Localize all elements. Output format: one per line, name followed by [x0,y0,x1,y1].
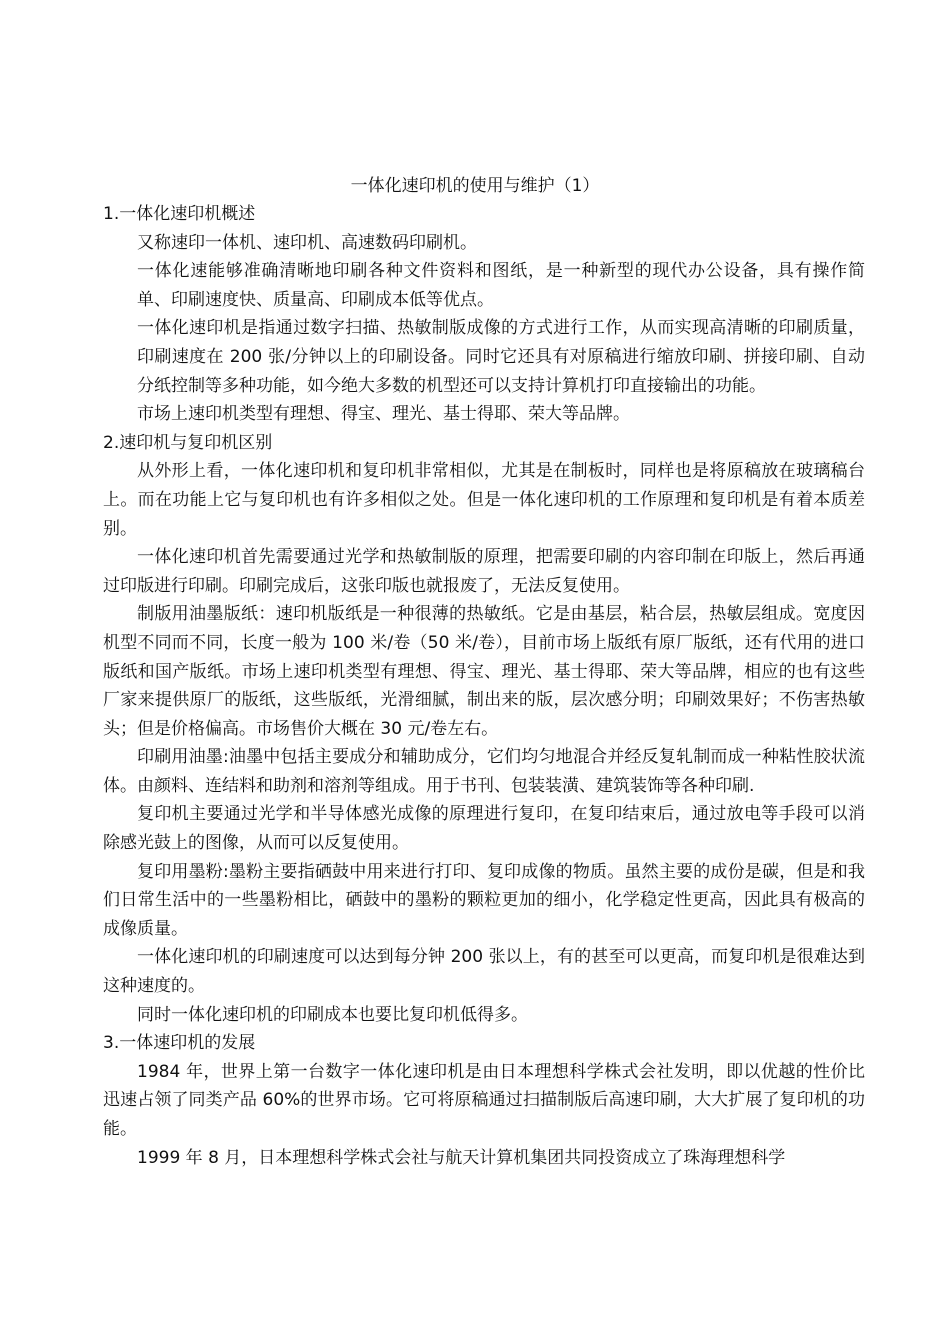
paragraph: 1999 年 8 月，日本理想科学株式会社与航天计算机集团共同投资成立了珠海理想科学 [137,1147,786,1168]
paragraph: 印刷用油墨:油墨中包括主要成分和辅助成分，它们均匀地混合并经反复轧制而成一种粘性胶状流体。由颜料、连结料和助剂和溶剂等组成。用于书刊、包装装潢、建筑装饰等各种印刷. [103,747,865,796]
document-body [103,200,865,1172]
document-title: 一体化速印机的使用与维护（1） [350,176,600,196]
paragraph: 1984 年，世界上第一台数字一体化速印机是由日本理想科学株式会社发明，即以优越的性价比迅速占领了同类产品 60%的世界市场。它可将原稿通过扫描制版后高速印刷，大大扩展了复印机的功能。 [103,1061,865,1139]
paragraph: 市场上速印机类型有理想、得宝、理光、基士得耶、荣大等品牌。 [137,404,630,425]
section-1-block [103,229,865,429]
paragraph: 同时一体化速印机的印刷成本也要比复印机低得多。 [137,1004,528,1025]
paragraph: 从外形上看，一体化速印机和复印机非常相似，尤其是在制板时，同样也是将原稿放在玻璃稿台上。而在功能上它与复印机也有许多相似之处。但是一体化速印机的工作原理和复印机是有着本质差别。 [103,461,865,539]
paragraph: 又称速印一体机、速印机、高速数码印刷机。 [137,232,477,253]
paragraph: 一体化速印机是指通过数字扫描、热敏制版成像的方式进行工作，从而实现高清晰的印刷质量，印刷速度在 200 张/分钟以上的印刷设备。同时它还具有对原稿进行缩放印刷、拼接印刷、自动分纸控制等多种功能，如今绝大多数的机型还可以支持计算机打印直接输出的功能。 [137,318,865,396]
paragraph: 一体化速印机的印刷速度可以达到每分钟 200 张以上，有的甚至可以更高，而复印机是很难达到这种速度的。 [103,947,865,997]
section-heading: 2.速印机与复印机区别 [103,432,273,453]
section-heading: 3.一体速印机的发展 [103,1033,256,1054]
paragraph: 一体化速印机首先需要通过光学和热敏制版的原理，把需要印刷的内容印制在印版上，然后再通过印版进行印刷。印刷完成后，这张印版也就报废了，无法反复使用。 [103,547,865,596]
paragraph: 制版用油墨版纸：速印机版纸是一种很薄的热敏纸。它是由基层，粘合层，热敏层组成。宽度因机型不同而不同，长度一般为 100 米/卷（50 米/卷），目前市场上版纸有原厂版纸，还有代用的进口版纸和国产版纸。市场上速印机类型有理想、得宝、理光、基士得耶、荣大等品牌，相应的也有这些厂家来提供原厂的版纸，这些版纸，光滑细腻，制出来的版，层次感分明；印刷效果好；不伤害热敏头；但是价格偏高。市场售价大概在 30 元/卷左右。 [103,604,865,739]
paragraph: 复印用墨粉:墨粉主要指硒鼓中用来进行打印、复印成像的物质。虽然主要的成份是碳，但是和我们日常生活中的一些墨粉相比，硒鼓中的墨粉的颗粒更加的细小，化学稳定性更高，因此具有极高的成像质量。 [103,861,865,939]
paragraph: 复印机主要通过光学和半导体感光成像的原理进行复印，在复印结束后，通过放电等手段可以消除感光鼓上的图像，从而可以反复使用。 [103,804,865,854]
paragraph: 一体化速能够准确清晰地印刷各种文件资料和图纸，是一种新型的现代办公设备，具有操作简单、印刷速度快、质量高、印刷成本低等优点。 [137,261,865,310]
section-heading: 1.一体化速印机概述 [103,204,256,224]
